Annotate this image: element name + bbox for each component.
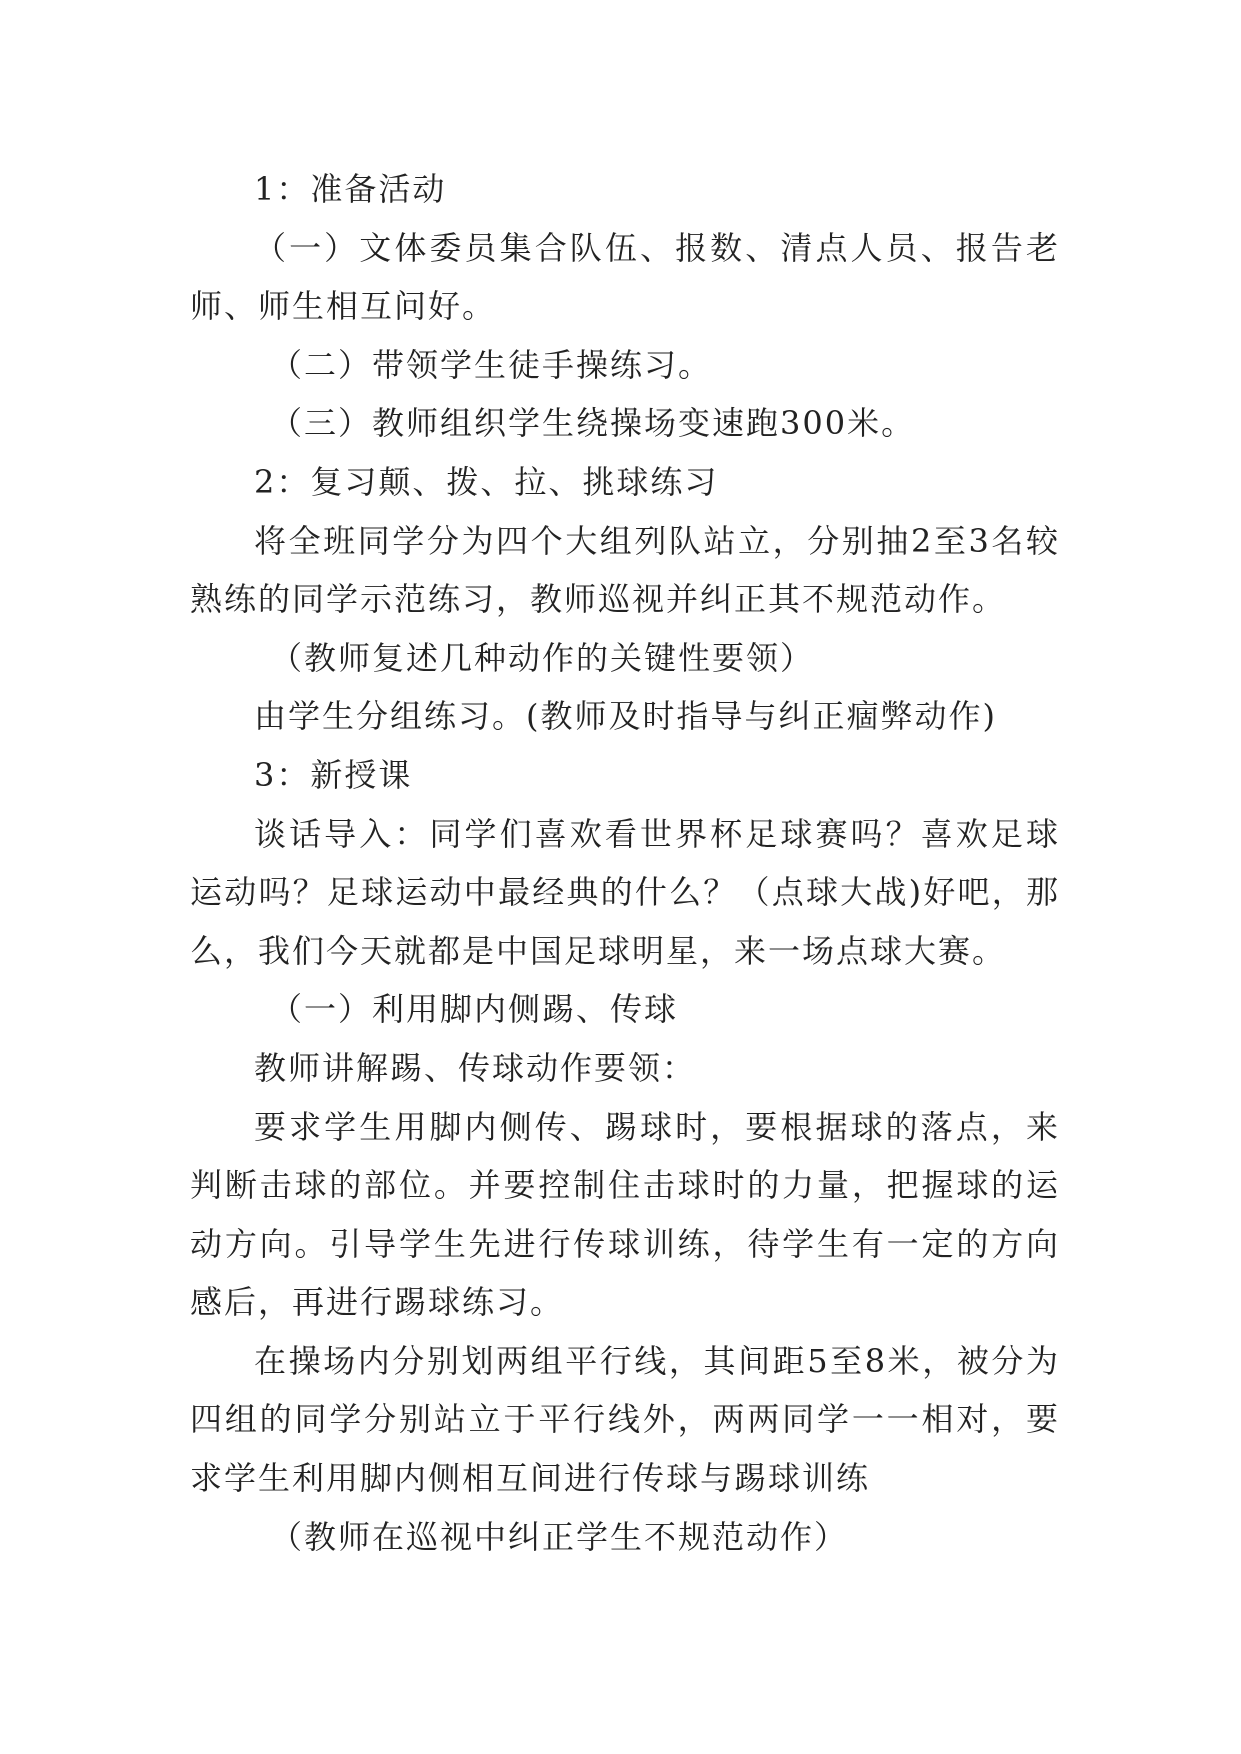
paragraph-review-practice: 由学生分组练习。(教师及时指导与纠正痼弊动作) [254,697,997,736]
paragraph-requirements: 要求学生用脚内侧传、踢球时，要根据球的落点，来判断击球的部位。并要控制住击球时的力量，把握球的运动方向。引导学生先进行传球训练，待学生有一定的方向感后，再进行踢球练习。 [190,1107,1060,1322]
heading-new-lesson: 3：新授课 [254,755,413,794]
document-body [190,160,1060,1566]
heading-warmup: 1：准备活动 [254,170,447,208]
heading-review: 2：复习颠、拨、拉、挑球练习 [254,462,719,501]
paragraph-introduction: 谈话导入：同学们喜欢看世界杯足球赛吗？喜欢足球运动吗？足球运动中最经典的什么？（点球大战)好吧，那么，我们今天就都是中国足球明星，来一场点球大赛。 [190,814,1060,970]
paragraph-teacher-correction: （教师在巡视中纠正学生不规范动作） [270,1517,849,1556]
paragraph-review-groups: 将全班同学分为四个大组列队站立，分别抽2至3名较熟练的同学示范练习，教师巡视并纠正其不规范动作。 [190,521,1060,619]
subheading-inside-foot: （一）利用脚内侧踢、传球 [270,990,679,1029]
paragraph-warmup-step-1: （一）文体委员集合队伍、报数、清点人员、报告老师、师生相互问好。 [190,228,1060,326]
paragraph-drill-setup: 在操场内分别划两组平行线，其间距5至8米，被分为四组的同学分别站立于平行线外，两两同学一一相对，要求学生利用脚内侧相互间进行传球与踢球训练 [190,1341,1060,1498]
paragraph-review-note: （教师复述几种动作的关键性要领） [270,638,815,677]
paragraph-warmup-step-2: （二）带领学生徒手操练习。 [270,345,713,384]
paragraph-warmup-step-3: （三）教师组织学生绕操场变速跑300米。 [270,404,916,443]
paragraph-teacher-explains: 教师讲解踢、传球动作要领： [254,1048,697,1087]
